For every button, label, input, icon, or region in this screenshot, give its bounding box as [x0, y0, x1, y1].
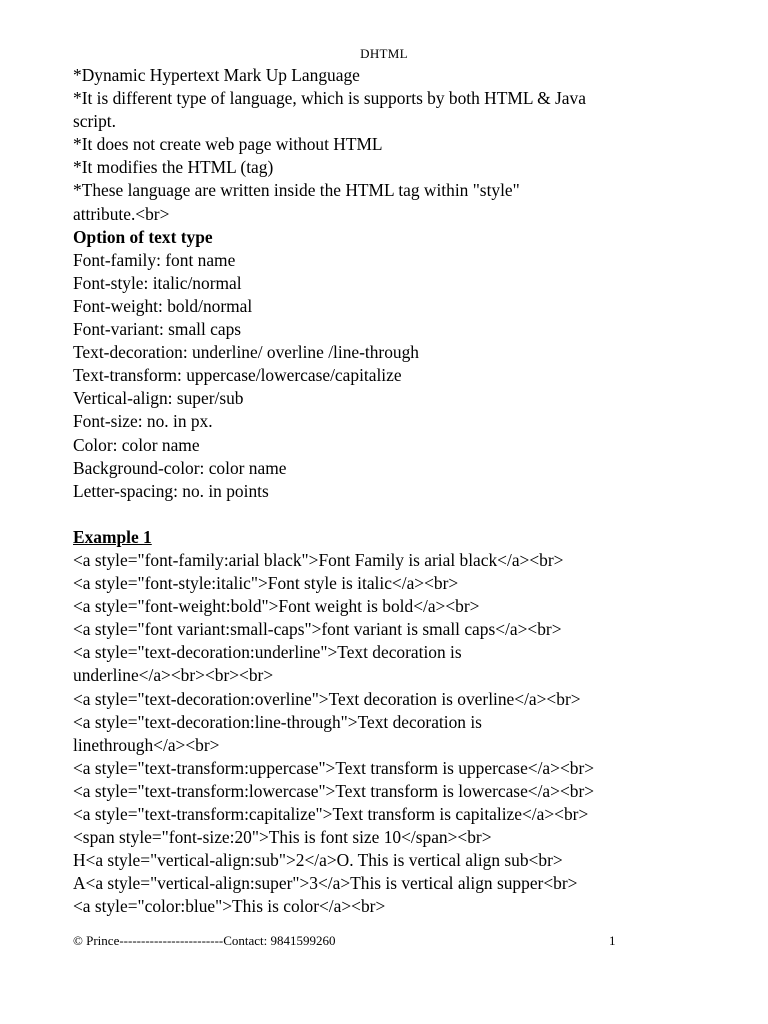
page-header-title: DHTML	[360, 46, 408, 61]
document-body	[73, 64, 733, 918]
code-line: <a style="text-decoration:underline">Text decoration is	[73, 642, 462, 663]
intro-line: *Dynamic Hypertext Mark Up Language	[73, 65, 360, 85]
intro-line: script.	[73, 111, 116, 132]
option-item: Text-transform: uppercase/lowercase/capitalize	[73, 365, 402, 386]
code-line: <a style="text-decoration:line-through">Text decoration is	[73, 711, 482, 732]
option-item: Font-size: no. in px.	[73, 411, 213, 432]
code-line: underline</a><br><br><br>	[73, 665, 274, 686]
code-line: <a style="font-weight:bold">Font weight is bold</a><br>	[73, 596, 480, 617]
code-line: <a style="text-transform:capitalize">Text transform is capitalize</a><br>	[73, 804, 589, 824]
code-line: <a style="color:blue">This is color</a><br>	[73, 896, 386, 917]
intro-line: *These language are written inside the HTML tag within "style"	[73, 180, 520, 201]
option-item: Text-decoration: underline/ overline /line-through	[73, 342, 419, 363]
code-line: A<a style="vertical-align:super">3</a>This is vertical align supper<br>	[73, 873, 578, 894]
option-item: Font-variant: small caps	[73, 319, 242, 340]
option-item: Color: color name	[73, 434, 200, 455]
intro-line: *It does not create web page without HTML	[73, 134, 383, 155]
code-line: linethrough</a><br>	[73, 734, 220, 755]
code-line: <a style="text-transform:lowercase">Text transform is lowercase</a><br>	[73, 780, 595, 801]
option-item: Font-weight: bold/normal	[73, 295, 253, 316]
code-line: <a style="text-transform:uppercase">Text transform is uppercase</a><br>	[73, 757, 595, 778]
option-item: Background-color: color name	[73, 457, 287, 478]
intro-line: *It is different type of language, which is supports by both HTML & Java	[73, 88, 586, 109]
intro-line: *It modifies the HTML (tag)	[73, 157, 274, 178]
option-item: Font-family: font name	[73, 249, 236, 270]
example-heading: Example 1	[73, 526, 152, 547]
options-heading: Option of text type	[73, 226, 213, 247]
code-line: <a style="font variant:small-caps">font variant is small caps</a><br>	[73, 619, 562, 640]
code-line: <a style="text-decoration:overline">Text decoration is overline</a><br>	[73, 688, 581, 709]
intro-line: attribute.<br>	[73, 203, 170, 224]
code-line: <span style="font-size:20">This is font size 10</span><br>	[73, 827, 492, 848]
option-item: Font-style: italic/normal	[73, 272, 242, 293]
option-item: Letter-spacing: no. in points	[73, 480, 269, 501]
spacer	[73, 503, 733, 526]
code-line: <a style="font-family:arial black">Font Family is arial black</a><br>	[73, 549, 564, 570]
code-line: H<a style="vertical-align:sub">2</a>O. This is vertical align sub<br>	[73, 850, 563, 871]
code-line: <a style="font-style:italic">Font style is italic</a><br>	[73, 573, 459, 594]
page-number: 1	[609, 933, 616, 948]
footer-contact: © Prince------------------------Contact: 9841599260	[73, 933, 336, 948]
option-item: Vertical-align: super/sub	[73, 388, 244, 409]
